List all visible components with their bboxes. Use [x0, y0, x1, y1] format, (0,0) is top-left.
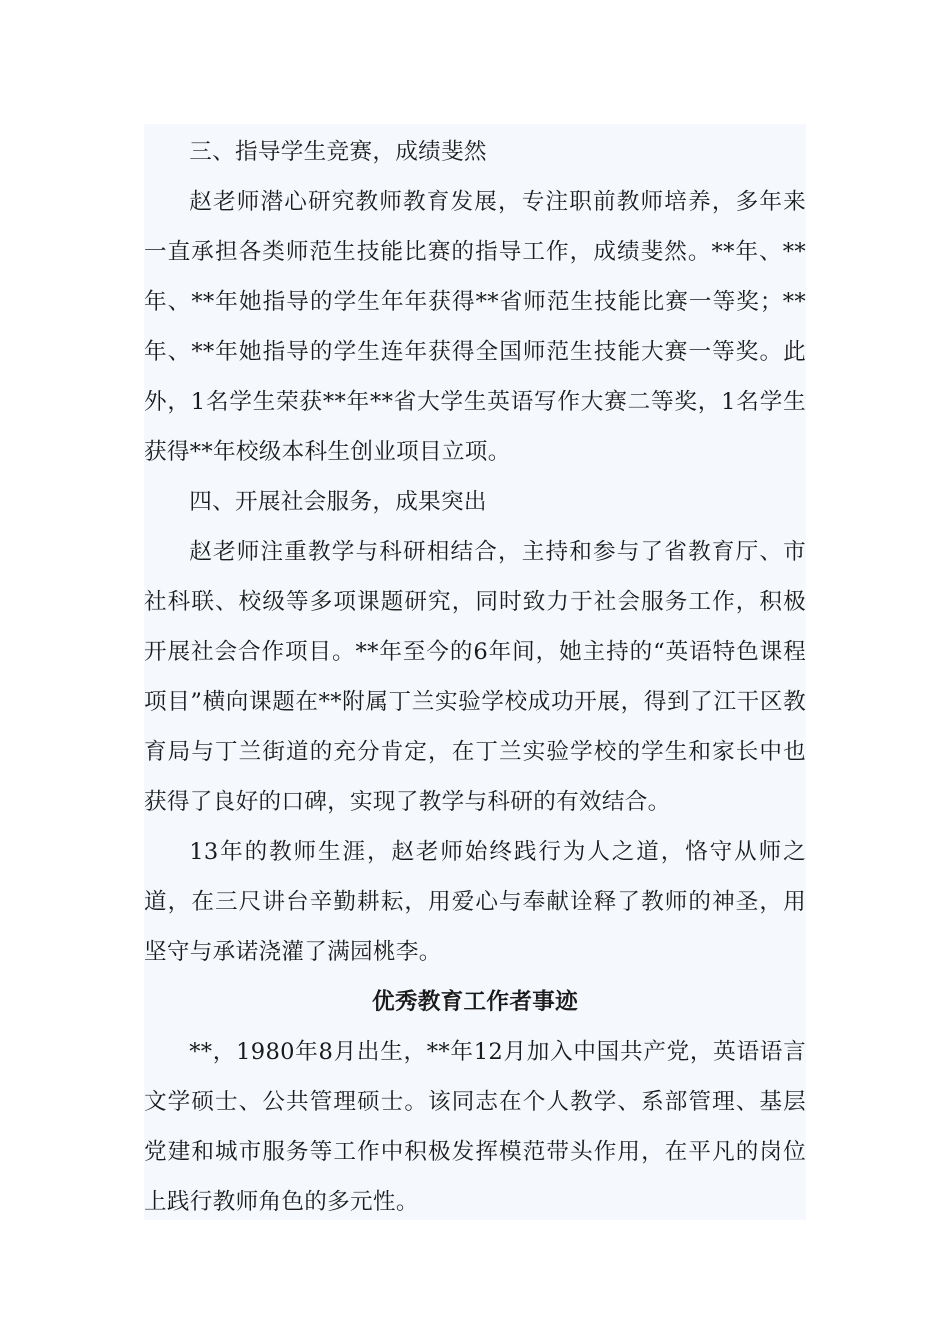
section-heading-competition: 三、指导学生竞赛，成绩斐然	[189, 139, 487, 165]
paragraph-profile: **，1980年8月出生，**年12月加入中国共产党，英语语言文学硕士、公共管理硕士。该同志在个人教学、系部管理、基层党建和城市服务等工作中积极发挥模范带头作用，在平凡的岗位上践行教师角色的多元性。	[144, 1039, 806, 1215]
paragraph-career-summary: 13年的教师生涯，赵老师始终践行为人之道，恪守从师之道，在三尺讲台辛勤耕耘，用爱心与奉献诠释了教师的神圣，用坚守与承诺浇灌了满园桃李。	[144, 839, 806, 965]
section-heading-social-service: 四、开展社会服务，成果突出	[189, 489, 487, 515]
paragraph-competition: 赵老师潜心研究教师教育发展，专注职前教师培养，多年来一直承担各类师范生技能比赛的指导工作，成绩斐然。**年、**年、**年她指导的学生年年获得**省师范生技能比赛一等奖；**年、**年她指导的学生连年获得全国师范生技能大赛一等奖。此外，1名学生荣获**年**省大学生英语写作大赛二等奖，1名学生获得**年校级本科生创业项目立项。	[144, 189, 806, 465]
paragraph-social-service: 赵老师注重教学与科研相结合，主持和参与了省教育厅、市社科联、校级等多项课题研究，同时致力于社会服务工作，积极开展社会合作项目。**年至今的6年间，她主持的“英语特色课程项目”横向课题在**附属丁兰实验学校成功开展，得到了江干区教育局与丁兰街道的充分肯定，在丁兰实验学校的学生和家长中也获得了良好的口碑，实现了教学与科研的有效结合。	[144, 539, 806, 815]
document-text-block	[144, 124, 806, 1220]
section-title: 优秀教育工作者事迹	[371, 989, 579, 1015]
